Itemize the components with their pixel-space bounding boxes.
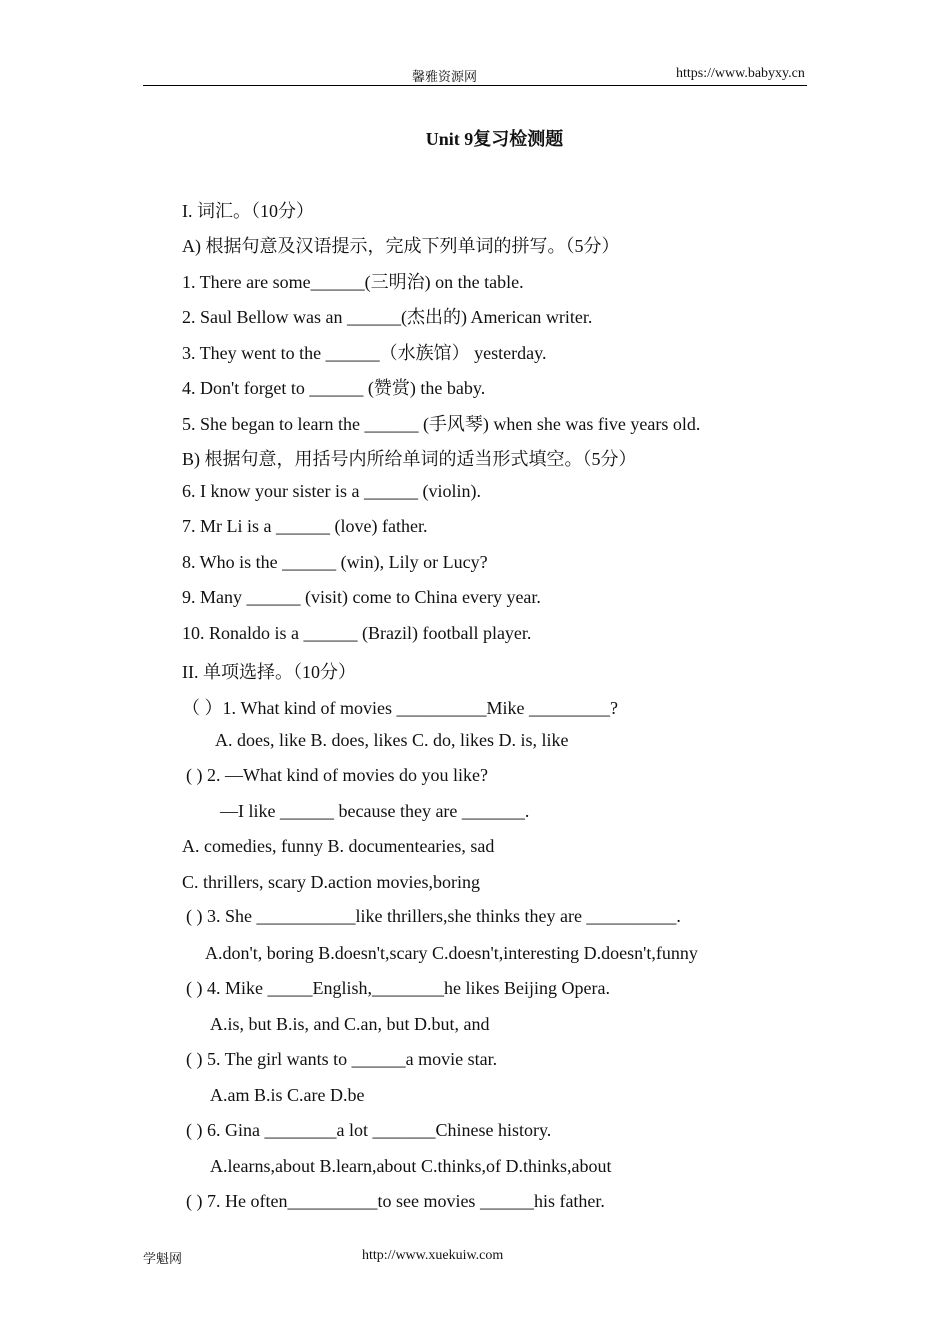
question-line: 7. Mr Li is a ______ (love) father. [182,516,428,536]
question-line: ( ) 4. Mike _____English,________he likes Beijing Opera. [186,978,610,998]
options-line: A. does, like B. does, likes C. do, likes D. is, like [215,730,569,750]
question-line: 4. Don't forget to ______ (赞赏) the baby. [182,378,486,398]
question-line: 2. Saul Bellow was an ______(杰出的) American writer. [182,307,593,327]
header-site-name: 馨雅资源网 [412,69,478,84]
question-line: 3. They went to the ______（水族馆） yesterday. [182,343,547,363]
question-line: ( ) 7. He often__________to see movies ______his father. [186,1191,605,1211]
options-line: A. comedies, funny B. documentearies, sad [182,836,495,856]
options-line: A.learns,about B.learn,about C.thinks,of D.thinks,about [210,1156,612,1176]
question-line: 5. She began to learn the ______ (手风琴) when she was five years old. [182,414,701,434]
question-line: 6. I know your sister is a ______ (violin). [182,481,481,501]
question-line: ( ) 3. She ___________like thrillers,she thinks they are __________. [186,906,681,926]
options-line: A.am B.is C.are D.be [210,1085,365,1105]
footer-site-name: 学魁网 [143,1251,183,1266]
question-line: 8. Who is the ______ (win), Lily or Lucy? [182,552,488,572]
options-line: A.is, but B.is, and C.an, but D.but, and [210,1014,490,1034]
section-2-heading: II. 单项选择。（10分） [182,662,356,682]
question-line: —I like ______ because they are _______. [220,801,530,821]
part-b-instruction: B) 根据句意，用括号内所给单词的适当形式填空。（5分） [182,449,637,469]
question-line: 9. Many ______ (visit) come to China every year. [182,587,541,607]
question-line: 10. Ronaldo is a ______ (Brazil) football player. [182,623,532,643]
part-a-instruction: A) 根据句意及汉语提示，完成下列单词的拼写。（5分） [182,236,620,256]
question-line: 1. There are some______(三明治) on the table. [182,272,524,292]
header-url[interactable]: https://www.babyxy.cn [676,66,805,81]
options-line: A.don't, boring B.doesn't,scary C.doesn't,interesting D.doesn't,funny [205,943,698,963]
question-line: ( ) 2. —What kind of movies do you like? [186,765,488,785]
question-line: ( ) 5. The girl wants to ______a movie star. [186,1049,498,1069]
options-line: C. thrillers, scary D.action movies,boring [182,872,480,892]
header-divider [143,85,807,86]
question-line: ( ) 6. Gina ________a lot _______Chinese history. [186,1120,552,1140]
footer-url[interactable]: http://www.xuekuiw.com [362,1248,504,1263]
section-1-heading: I. 词汇。（10分） [182,201,314,221]
question-line: （ ）1. What kind of movies __________Mike _________? [182,698,618,718]
page-title: Unit 9复习检测题 [425,129,564,149]
